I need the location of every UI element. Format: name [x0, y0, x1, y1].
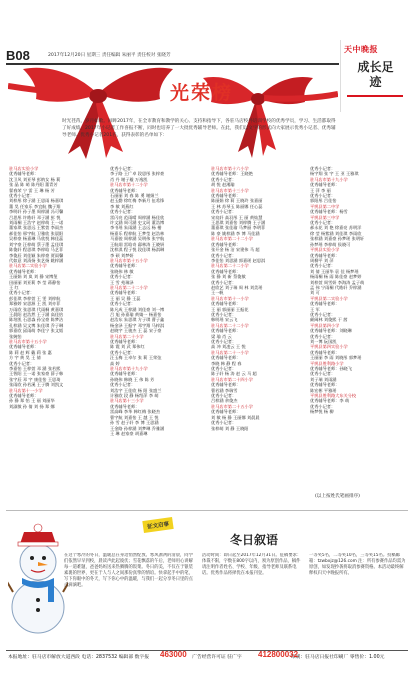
name-line: 李俊辰 刘佳颖 朱梓豪 贾雨馨: [9, 252, 64, 258]
name-line: 刘 敏 杨 静 王丽娜 刘晨晨: [211, 414, 260, 420]
name-line: 优秀辅导老师：王晓艳: [211, 171, 253, 177]
name-line: 王 丽 郭丽丽 王振花: [211, 306, 249, 312]
name-line: 王 红: [9, 284, 19, 290]
name-line: 优秀小记者：: [310, 193, 336, 199]
name-line: 刘梓萱 周雪妍 李海涛 孟子萌: [310, 279, 365, 285]
school-heading: 平舆县胜利路小学: [310, 360, 344, 366]
name-line: 优秀小记者：: [211, 420, 237, 426]
name-line: 优秀小记者：: [310, 333, 336, 339]
name-line: 王丽丽 李 雨 刘晓彤 郭梦瑶: [310, 355, 362, 361]
school-heading: 平舆县第三中学: [310, 214, 340, 220]
name-line: 优秀辅导老师：: [110, 371, 140, 377]
school-heading: 平舆县第二中学: [310, 203, 340, 209]
name-line: 徐 莹 杨紫涵 刘佳琪 李雨欣: [310, 230, 362, 236]
school-heading: 驻马店第二十二小学: [110, 284, 148, 290]
name-line: 彭佳琪 李梓萱 王 雯 刘梓航: [9, 295, 61, 301]
name-line: 王 军: [310, 306, 320, 312]
name-column-4: [310, 166, 408, 496]
name-line: 优秀辅导老师：: [9, 171, 39, 177]
name-line: 翟春荣 宁 雷 王 琳 杨 芳: [9, 187, 55, 193]
name-line: 优秀小记者：: [211, 209, 237, 215]
name-line: 优秀辅导老师：: [310, 349, 340, 355]
name-line: 吕 旭 孙嘉瑜 黄婧一 杨嘉怡: [110, 311, 162, 317]
name-line: 优秀小记者：: [310, 371, 336, 377]
footer-left: 本报地址：驻马店市解放大道西段 电话：2837532 编辑部 数字报: [8, 655, 150, 660]
name-line: 张开金 杨 洁 宋建伟 马 超: [211, 247, 260, 253]
essay-contest-tag: 征文启事: [142, 517, 173, 533]
name-line: 优秀辅导老师：: [211, 301, 241, 307]
name-line: 董嘉琪 张佳瑜 马梦丽 李明菲: [211, 225, 266, 231]
name-line: 梁 瑜 肖 云: [211, 333, 232, 339]
name-line: 优秀辅导老师：: [211, 409, 241, 415]
name-line: 优秀辅导老师：孙晓飞: [310, 366, 352, 372]
section-divider: [6, 510, 408, 511]
name-line: 优秀辅导老师：: [310, 382, 340, 388]
name-line: 杨宇翔 张 宇 王 亚 王雅琪: [310, 171, 359, 177]
page-number: B08: [6, 48, 30, 63]
name-line: 孙晓伟 韩晓 王 伟 陈 芳: [110, 376, 155, 382]
name-line: 李 硕 刘梦妍: [110, 252, 134, 258]
name-line: 高 冲 刘凌云 王 悦: [211, 344, 246, 350]
name-column-3: [211, 166, 309, 501]
name-line: 刘雨桐 王浩宇 赵梓萌 王一诺: [9, 220, 64, 226]
name-line: 陈丽娟 徐 莉 王晓玲 张嘉丽: [211, 198, 263, 204]
name-line: 刘 可: [310, 290, 320, 296]
footer-number-1: 463000: [160, 650, 187, 659]
name-line: 刘子瑞 刘雨涵: [310, 376, 337, 382]
name-line: 王 林 苏琴玉 陈丽娜 任心蕊: [211, 203, 263, 209]
name-line: 刘淑敏 孙 倩 刘 扬 郑 娜: [9, 403, 55, 409]
name-line: 周柳平 刘 萍: [310, 257, 334, 263]
section-title: 成长足迹: [357, 60, 394, 89]
school-heading: 驻马店市第二十四小学: [211, 376, 253, 382]
name-line: 郑雅婷 宋思源 王 凯 刘亦菲: [9, 301, 61, 307]
name-line: 韩明瑶 宋云飞: [211, 317, 238, 323]
name-line: 优秀辅导老师：: [110, 187, 140, 193]
name-line: 王丽娟 刘 岚 刘 静 宋博玺: [9, 274, 58, 280]
school-heading: 驻马店市第二十五小学: [211, 403, 253, 409]
name-line: 沈卫风 刘亚琴 彭纳女 杨 莉: [9, 176, 61, 182]
name-line: 郭阳彤 吕佳怡: [310, 198, 337, 204]
school-heading: 平舆县胜利路大东关分校: [310, 393, 357, 399]
name-line: 高 婷: [110, 360, 120, 366]
name-line: 优秀小记者：: [9, 360, 35, 366]
name-line: 曹若涵 李瑞雪: [211, 387, 238, 393]
name-line: 李嘉怡 王梓萱 邓 涵 张若熙: [9, 366, 61, 372]
name-line: 颜阔林 刘俊熙 于 茜: [310, 317, 348, 323]
school-heading: 驻马店市第二十二小学: [211, 236, 253, 242]
name-line: 陈 霞 刘 武 郑伟红: [110, 344, 145, 350]
name-line: 优秀小记者：: [211, 176, 237, 182]
school-heading: 平舆县第二实验小学: [310, 295, 348, 301]
essay-title: 冬日叙语: [230, 533, 279, 547]
school-heading: 驻马店第二十小学: [110, 333, 144, 339]
name-line: 石丽丽 刘 春 陈 勇 谢娟兰: [110, 193, 159, 199]
name-line: 优秀辅导老师：: [211, 268, 241, 274]
name-line: 陈 莉 赵 辉 戴 莉 张 惠: [9, 349, 52, 355]
dateline: 2017年12月20日 星期三 责任编辑 朱丽平 责任校对 张晓芳: [48, 53, 171, 58]
name-line: 优秀辅导老师：: [211, 241, 241, 247]
name-line: 沈梓淇 程子悦 段佳琪 杨淇琳: [110, 247, 165, 253]
footer-mid: 广告经营许可证 驻广字: [192, 655, 242, 660]
name-line: 优秀小记者：: [310, 220, 336, 226]
essay-body: 在这个寒冷的冬日，温暖总在身边悄然绽放。寒风凛冽的清晨，同学们依然早早到校，晨读声此起彼伏；雪花飘落的午后，老师用心讲解每一道难题，爸爸妈妈送来热腾腾的饭菜。冬日的美，不仅在于银装素裹的世界，更在于人与人之间那份真挚的情谊。快拿起手中的笔，写下你眼中的冬天，写下你心中的温暖，与我们一起分享冬日里的点点滴滴吧。: [64, 553, 193, 589]
intro-paragraph: 时光荏苒，岁月如歌。回眸2017年，在全市教育和教学的关心、支持和指导下，各驻马店校外培训学校的优秀学员，学习、生活都取得了好成绩，2017年小记者工作喜报不断，同时也培养了一大批优秀辅导老师。在此，我们以文字的形式向大家展示优秀小记者、优秀辅导老师、优秀小记者201名，获得表彰的名单如下：: [62, 119, 336, 138]
name-line: 优秀辅导老师：: [211, 355, 241, 361]
school-heading: 驻马店第十一小学: [9, 387, 43, 393]
name-line: 王 雪 苑瑞泽: [110, 279, 134, 285]
name-line: 孙 雪 赵子轩 李 博 王思涵: [110, 420, 159, 426]
name-line: 陈培凯 石思淼 孙宝豪 陈梦洁: [9, 317, 64, 323]
footer-number-2: 412800032: [258, 650, 299, 659]
name-line: 刘宇豪 汪梓萌 蔡子墨 孟佳琪: [9, 241, 64, 247]
name-line: 优秀小记者：: [110, 209, 136, 215]
name-line: 郝佳怡 邢宇航 卫雅欣 张晨阳: [9, 230, 64, 236]
name-line: 董家琪 张思远 王紫萱 李雨杰: [9, 225, 64, 231]
name-line: 优秀小记者：: [110, 166, 136, 171]
school-heading: 驻马店第二十二小学: [211, 263, 249, 269]
name-line: 刘浩宇 王佳欣 杨 阳 张盛兰: [110, 387, 162, 393]
name-line: 孙 静 郑 怡 王 丽 刘丽华: [9, 398, 55, 404]
name-line: 计雅欣 段 静 杨绍萍 李 萌: [110, 393, 159, 399]
name-line: 郭嘉欣 邱雨萌 李佳宁 张文韬: [9, 328, 64, 334]
contest-prizes: 一等奖5名，二等奖10名，三等奖15名。投稿邮箱：tzwbxjz@126.com 注：所有参赛作品均需为原创，如发现抄袭将取消参赛资格。本活动最终解释权归天中晚报所有。: [309, 553, 406, 577]
school-heading: 驻马店市第十六小学: [211, 166, 249, 171]
name-line: 王思琪 刘嘉怡 刘梓腾 王子涵: [211, 220, 266, 226]
name-line: 张 晶 陈 萌 陈丹阳 董青芳: [9, 182, 58, 188]
name-line: 张宇辰 邓 宇 康佳怡 王思琦: [9, 376, 61, 382]
name-line: 李晓 韩 静 程 春: [211, 360, 242, 366]
school-heading: 驻马店市第十三小学: [211, 187, 249, 193]
name-line: 王一帆: [211, 290, 224, 296]
name-line: 陈 豪 姚梓涵 李 博 马佳涵: [211, 230, 260, 236]
honor-roll-title: 光荣榜: [170, 82, 234, 104]
name-line: 代如意 刘清扬 张艺扬 姚梓涵: [9, 257, 64, 263]
name-line: 陈俊轩 程思琪 李梓晗 马艺菲: [9, 247, 64, 253]
name-line: 张晓伟 林 敏: [110, 268, 134, 274]
name-line: 王航翊 雷晗奇 邸林涛 王晓妍: [110, 241, 165, 247]
name-line: 张婉怡: [9, 333, 22, 339]
name-line: 吕思彤 许皓轩 邓子涵 彭 悦: [9, 214, 61, 220]
school-heading: 驻马店市第十五小学: [110, 257, 148, 263]
name-line: 陈子轩 杨 涛 赵 云 马 超: [211, 371, 257, 377]
footer-rule: [6, 650, 408, 651]
name-line: 李明轩 孙子墨 周梓涵 冯可馨: [9, 209, 64, 215]
name-line: 优秀小记者：: [9, 290, 35, 296]
school-heading: 驻马店第十三小学: [110, 398, 144, 404]
snowman-icon: [8, 512, 68, 642]
name-line: 优秀小记者：: [211, 311, 237, 317]
name-line: 优秀辅导老师：: [211, 328, 241, 334]
name-line: 优秀小记者：: [110, 349, 136, 355]
school-heading: 平舆县第四小学: [310, 322, 340, 328]
name-line: 张 静 刘 新 蔡俊敏: [211, 274, 246, 280]
school-heading: 驻马店市第十五小学: [9, 339, 47, 344]
school-heading: 驻马店市第十二小学: [110, 182, 148, 188]
name-line: 优秀小记者：: [211, 366, 237, 372]
name-line: 郝永花 刘 艳 徐嘉亮 苏明洋: [310, 225, 362, 231]
name-line: 优秀小记者：: [211, 252, 237, 258]
name-line: 王 萍 李 丽: [310, 187, 331, 193]
name-line: 优秀辅导老师：: [9, 393, 39, 399]
name-line: 雷高峰 李华 韩红梅 张晓杰: [110, 409, 161, 415]
name-line: 刘梓彤 徐子涵 王思雨 杨嘉琪: [9, 198, 64, 204]
name-line: 优秀辅导老师：: [110, 290, 140, 296]
name-line: 优秀小记者：: [110, 382, 136, 388]
name-line: 张雨欣 孙若溪 王子腾 刘凯文: [9, 382, 64, 388]
name-line: 优秀小记者：: [211, 339, 237, 344]
name-line: 张梓萌 刘 静 王晓阳: [211, 425, 249, 431]
school-heading: 驻马店市第十一小学: [211, 295, 249, 301]
name-line: 孔梓涵 吴文博 朱佳琪 乔子琳: [9, 322, 64, 328]
school-heading: 驻马店实验小学: [9, 166, 39, 171]
school-heading: 驻马店第二实验小学: [9, 263, 47, 269]
name-line: 胡 悦 赵湘瑜: [211, 182, 235, 188]
school-heading: 驻马店第二十一小学: [211, 349, 249, 355]
name-line: 宋玟轩 高羽彤 王 丽 黄灿慧: [211, 214, 263, 220]
name-line: 优秀小记者：: [310, 263, 336, 269]
name-line: 董 昊 任家乐 李宜航 魏子翔: [9, 203, 61, 209]
name-line: 杨嘉乐 程梓航 王梦莹 赵浩林: [110, 230, 165, 236]
name-line: 优秀辅导老师：: [110, 403, 140, 409]
name-line: 陈宏彬 平雅瑶: [310, 387, 337, 393]
name-line: 王晨阳 赵浩然 王子涵 高佳怡: [9, 311, 64, 317]
name-line: 优秀小记者：: [9, 193, 35, 199]
name-line: 李书瑶 朱雨涵 王志远 杨 楷: [110, 225, 162, 231]
name-line: 优秀辅导老师：: [110, 263, 140, 269]
school-heading: 平舆县实验小学: [310, 247, 340, 253]
name-line: 优秀小记者：: [211, 393, 237, 399]
contest-rules: 活动时间：即日起至2017年12月31日。征稿要求：体裁不限，字数在800字以内，须为原创作品，稿件请注明作者姓名、学校、年级、指导老师及联系电话。优秀作品将择优在本报刊登。: [202, 553, 302, 577]
name-line: 李佳怡 刘思涵 郭嘉瑶 赵思淇: [211, 257, 266, 263]
name-line: 杨梦悦 杨 柳: [310, 409, 334, 415]
name-line: 张梓涵 刘嘉豪 孙梦瑶 张明轩: [310, 236, 365, 242]
school-heading: 驻马店市第十九小学: [310, 176, 348, 182]
name-line: 优秀小记者：: [110, 274, 136, 280]
name-line: 优秀辅导老师：: [211, 382, 241, 388]
name-line: 赵玉勤 徐红梅 李新月 伍希锋: [110, 198, 165, 204]
name-line: 吕梓涵 余俊杰: [211, 398, 238, 404]
name-line: 赵晓宇 王骏杰 王 蕊 宋子豪: [110, 328, 162, 334]
name-line: 刘 倩 王丽华 袁 佳 杨梦瑶: [310, 268, 359, 274]
footer-text: [8, 653, 384, 660]
name-line: 优秀小记者：: [310, 311, 336, 317]
name-line: 汪玉梅 王卓尔 张 莉 王荣弦: [110, 355, 162, 361]
name-line: 优秀辅导老师：: [310, 252, 340, 258]
name-line: 王金路 孙梓涵 刘梦琳 乔雅涵: [110, 425, 165, 431]
name-line: 优秀辅导老师：李 萌: [310, 398, 350, 404]
name-line: 雷闪亮 范雨晴 周梓涵 杨佳欣: [110, 214, 165, 220]
name-line: 杨金泽 王振宇 邓宇翔 马梓淇: [110, 322, 165, 328]
name-line: 优秀辅导老师：: [9, 268, 39, 274]
name-line: 王 丽 吴 静 王蕊: [110, 295, 141, 301]
name-line: 优秀辅导老师：: [9, 344, 39, 350]
name-line: 孙梦瑶 李梓萌 侯晓可: [310, 241, 351, 247]
sort-note: (以上按姓氏笔画排序): [315, 494, 360, 499]
name-line: 肖 丹 谢子璇 万逸凯: [110, 176, 148, 182]
name-line: 李 敏 刘燕红: [110, 203, 134, 209]
name-line: 曹宇航 刘嘉怡 王 越 王 悦: [110, 414, 159, 420]
name-line: 杨雨桐 杨 雨 陈佳豪 赵梦婷: [310, 274, 362, 280]
name-line: 万雨欣 张思琪 代雨桐 黄嘉琪: [9, 306, 64, 312]
section-underline: [347, 95, 403, 97]
name-column-1: [9, 166, 107, 501]
name-line: 许文涵 周可涵 史文珂 董浩博: [110, 220, 165, 226]
name-line: 优秀辅导老师：杨雪: [310, 209, 348, 215]
name-line: 孟 伟 宁雨桐 代皓轩 乔梓涵: [310, 284, 362, 290]
name-line: 优秀辅导老师：: [310, 301, 340, 307]
name-line: 优秀辅导老师：: [110, 339, 140, 344]
footer-right: 印刷：驻马店日报社印刷厂 零售价：1.00元: [290, 655, 385, 660]
name-line: 王智阳 王一诺 张家豪 薛子韩: [9, 371, 64, 377]
school-heading: 驻马店市第十九小学: [110, 366, 148, 372]
name-line: 刘一博 阮国凯: [310, 339, 337, 344]
name-line: 田丽丽 刘亚莉 李 莹 蒋静怡: [9, 279, 61, 285]
name-column-2: [110, 166, 208, 501]
name-line: 马嘉骏 周梓涵 吴明伟 张宇航: [110, 236, 165, 242]
name-line: 优秀辅导老师：: [310, 182, 340, 188]
name-line: 王 琳 赵家豪 胡嘉琳: [110, 430, 148, 436]
name-line: 优秀辅导老师：刘晓琳: [310, 328, 352, 334]
name-line: 方 宇 黄 昊 王 倩: [9, 355, 41, 361]
name-line: 赵浩东 朱思琪 方子琪 曹子鑫: [110, 317, 165, 323]
name-line: 优秀辅导老师：: [211, 193, 241, 199]
name-line: 优秀小记者：: [310, 166, 336, 171]
school-heading: 平舆县第四实验小学: [310, 344, 348, 350]
name-line: 吴梓豪 杨嘉琳 马欣悦 韩佳蕊: [9, 236, 64, 242]
name-line: 优秀小记者：: [310, 403, 336, 409]
name-line: 赵欣艺 刘子瑞 周 林 刘美瑶: [211, 284, 263, 290]
name-line: 优秀小记者：: [211, 279, 237, 285]
name-line: 李子路 王广卓 段思彤 张梓豪: [110, 171, 165, 177]
name-line: 陈凡成 王梓涵 刘佳豪 刘一博: [110, 306, 165, 312]
name-line: 优秀小记者：: [110, 301, 136, 307]
school-heading: 驻马店第二十二小学: [211, 322, 249, 328]
brand-logo: 天中晚报: [344, 44, 378, 54]
